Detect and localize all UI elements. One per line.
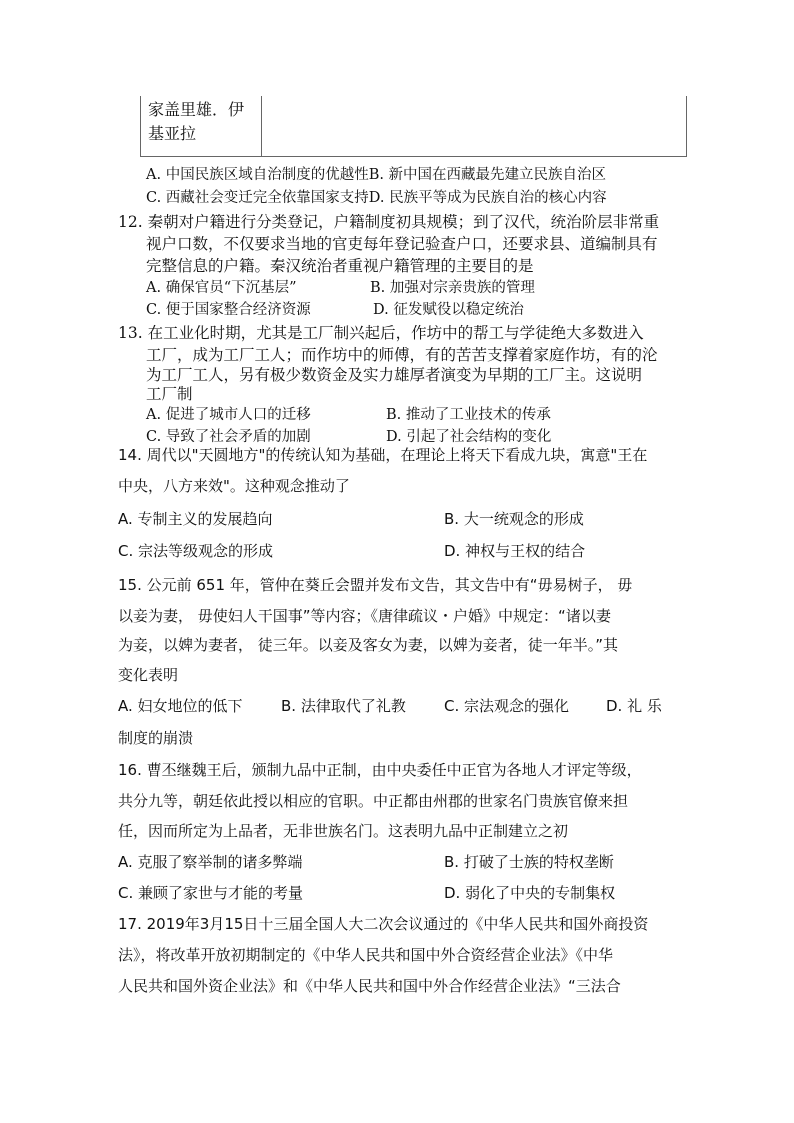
q12-option-c: C. 便于国家整合经济资源 — [146, 302, 311, 318]
q12-stem-line-1: 12. 秦朝对户籍进行分类登记，户籍制度初具规模；到了汉代，统治阶层非常重 — [118, 213, 660, 231]
q15-option-d: D. 礼 乐 — [606, 697, 662, 715]
q16-stem-line-3: 任，因而所定为上品者，无非世族名门。这表明九品中正制建立之初 — [118, 822, 569, 840]
q15-option-a: A. 妇女地位的低下 — [118, 697, 243, 715]
table-cell-line-2: 基亚拉 — [148, 124, 197, 143]
q13-option-a: A. 促进了城市人口的迁移 — [146, 407, 311, 423]
q13-stem-line-2: 工厂，成为工厂工人；而作坊中的师傅，有的苦苦支撑着家庭作坊，有的沦 — [146, 346, 658, 364]
q16-option-b: B. 打破了士族的特权垄断 — [444, 853, 614, 871]
q13-stem-line-3: 为工厂工人，另有极少数资金及实力雄厚者演变为早期的工厂主。这说明 — [146, 366, 643, 384]
q17-stem-line-1: 17. 2019年3月15日十三届全国人大二次会议通过的《中华人民共和国外商投资 — [118, 915, 649, 933]
q12-stem-line-3: 完整信息的户籍。秦汉统治者重视户籍管理的主要目的是 — [146, 257, 534, 275]
q14-stem-line-2: 中央，八方来效"。这种观念推动了 — [118, 477, 350, 495]
q11-option-a-b: A. 中国民族区域自治制度的优越性B. 新中国在西藏最先建立民族自治区 — [146, 167, 607, 183]
q15-stem-line-3: 为妾，以婢为妻者， 徒三年。以妾及客女为妻，以婢为妾者，徒一年半。”其 — [118, 636, 619, 654]
q13-option-b: B. 推动了工业技术的传承 — [386, 407, 551, 423]
q16-stem-line-2: 共分九等，朝廷依此授以相应的官职。中正都由州郡的世家名门贵族官僚来担 — [118, 792, 629, 810]
q15-option-c: C. 宗法观念的强化 — [444, 697, 570, 715]
q15-stem-line-1: 15. 公元前 651 年，管仲在葵丘会盟并发布文告，其文告中有“毋易树子， 毋 — [118, 576, 633, 594]
q14-option-d: D. 神权与王权的结合 — [444, 542, 586, 560]
q12-stem-line-2: 视户口数，不仅要求当地的官吏每年登记验查户口，还要求县、道编制具有 — [146, 235, 658, 253]
q17-stem-line-2: 法》，将改革开放初期制定的《中华人民共和国中外合资经营企业法》《中华 — [118, 946, 614, 964]
q12-option-d: D. 征发赋役以稳定统治 — [373, 302, 524, 318]
q15-stem-line-2: 以妾为妻， 毋使妇人干国事”等内容；《唐律疏议・户婚》中规定：“诸以妻 — [118, 607, 611, 625]
q11-option-c-d: C. 西藏社会变迁完全依靠国家支持D. 民族平等成为民族自治的核心内容 — [146, 190, 607, 206]
q13-option-c: C. 导致了社会矛盾的加剧 — [146, 429, 311, 445]
q14-option-a: A. 专制主义的发展趋向 — [118, 510, 273, 528]
q13-stem-line-1: 13. 在工业化时期，尤其是工厂制兴起后，作坊中的帮工与学徒绝大多数进入 — [118, 324, 644, 342]
q15-option-d-continued: 制度的崩溃 — [118, 729, 194, 747]
q16-option-c: C. 兼顾了家世与才能的考量 — [118, 884, 304, 902]
q13-option-d: D. 引起了社会结构的变化 — [386, 429, 552, 445]
q15-option-b: B. 法律取代了礼教 — [281, 697, 406, 715]
q14-option-b: B. 大一统观念的形成 — [444, 510, 584, 528]
table-divider — [261, 96, 262, 156]
table-fragment — [140, 96, 687, 157]
q16-stem-line-1: 16. 曹丕继魏王后，颁制九品中正制，由中央委任中正官为各地人才评定等级， — [118, 761, 642, 779]
q14-option-c: C. 宗法等级观念的形成 — [118, 542, 274, 560]
q14-stem-line-1: 14. 周代以"天圆地方"的传统认知为基础，在理论上将天下看成九块，寓意"王在 — [118, 446, 648, 464]
q15-stem-line-4: 变化表明 — [118, 666, 179, 684]
q13-stem-line-4: 工厂制 — [146, 385, 193, 403]
q16-option-d: D. 弱化了中央的专制集权 — [444, 884, 616, 902]
table-cell-line-1: 家盖里雄．伊 — [148, 100, 245, 119]
q12-option-a: A. 确保官员“下沉基层” — [146, 280, 297, 296]
q17-stem-line-3: 人民共和国外资企业法》和《中华人民共和国中外合作经营企业法》“三法合 — [118, 977, 621, 995]
q12-option-b: B. 加强对宗亲贵族的管理 — [370, 280, 535, 296]
q16-option-a: A. 克服了察举制的诸多弊端 — [118, 853, 303, 871]
